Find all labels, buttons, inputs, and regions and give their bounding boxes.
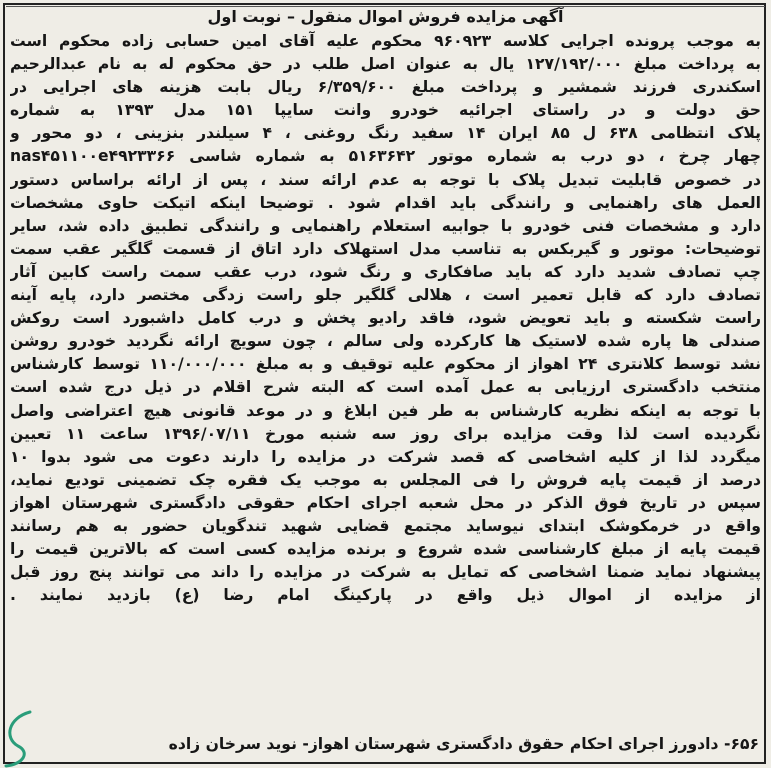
- body-line: اسکندری فرزند شمشیر و پرداخت مبلغ ۶/۳۵۹/۶۰۰ ریال بابت هزینه های اجرایی در: [10, 78, 761, 97]
- pen-mark-icon: [0, 708, 40, 768]
- body-line: حق دولت و در راستای اجرائیه خودرو وانت سایپا ۱۵۱ مدل ۱۳۹۳ به شماره: [10, 101, 761, 120]
- body-line: سپس در تاریخ فوق الذکر در محل شعبه اجرای احکام حقوقی دادگستری شهرستان اهواز: [10, 493, 761, 512]
- notice-signature: ۶۵۶- دادورز اجرای احکام حقوق دادگستری شهرستان اهواز- نوید سرخان زاده: [168, 735, 759, 753]
- notice-body: [10, 30, 761, 730]
- body-line: از مزایده از اموال ذیل واقع در پارکینگ امام رضا (ع) بازدید نمایند .: [10, 586, 761, 605]
- body-line: دارد و مشخصات فنی خودرو با جوابیه استعلام راهنمایی و رانندگی تطبیق داده شد، سایر: [10, 216, 761, 235]
- body-line: به پرداخت مبلغ ۱۲۷/۱۹۲/۰۰۰ یال به عنوان اصل طلب در حق محکوم له به نام عبدالرحیم: [10, 55, 761, 74]
- body-line: در خصوص قابلیت تبدیل پلاک با توجه به عدم ارائه سند ، پس از ارائه براساس دستور: [10, 170, 761, 189]
- body-line: واقع در خرمکوشک ابتدای نیوساید مجتمع قضایی شهید تندگویان حضور به هم رسانند: [10, 516, 761, 535]
- body-line: قیمت پایه از مبلغ کارشناسی شده شروع و برنده مزایده کسی است که بالاترین قیمت را: [10, 540, 761, 559]
- body-line: چهار چرخ ، دو درب به شماره موتور ۵۱۶۳۶۴۲ به شماره شاسی nas۴۵۱۱۰۰e۴۹۲۳۳۶۶: [10, 147, 761, 166]
- body-line: پلاک انتظامی ۶۳۸ ل ۸۵ ایران ۱۴ سفید رنگ روغنی ، ۴ سیلندر بنزینی ، دو محور و: [10, 124, 761, 143]
- body-line: به موجب پرونده اجرایی کلاسه ۹۶۰۹۲۳ محکوم علیه آقای امین حسابی زاده محکوم است: [10, 32, 761, 50]
- notice-title: آگهی مزایده فروش اموال منقول – نوبت اول: [207, 7, 564, 26]
- body-line: منتخب دادگستری ارزیابی به عمل آمده است که البته شرح اقلام در ذیل درج شده است: [10, 378, 761, 397]
- body-line: با توجه به اینکه نظریه کارشناس به طر فین ابلاغ و در موعد قانونی هیچ اعتراضی واصل: [10, 401, 761, 420]
- body-line: نشد توسط کلانتری ۲۴ اهواز از محکوم علیه توقیف و به مبلغ ۱۱۰/۰۰۰/۰۰۰ توسط کارشناس: [10, 355, 761, 374]
- body-line: نگردیده است لذا وقت مزایده برای روز سه شنبه مورخ ۱۳۹۶/۰۷/۱۱ ساعت ۱۱ تعیین: [10, 424, 761, 443]
- body-line: صندلی ها پاره شده لاستیک ها کارکرده ولی سالم ، چون سویچ ارائه نگردید خودرو روشن: [10, 332, 761, 351]
- body-line: العمل های راهنمایی و رانندگی باید اقدام شود . توضیحا اینکه اتیکت حاوی مشخصات: [10, 193, 761, 212]
- body-line: میگردد لذا از کلیه اشخاصی که قصد شرکت در مزایده را دارند دعوت می شود بدوا ۱۰: [10, 447, 761, 466]
- body-line: توضیحات: موتور و گیربکس به تناسب مدل استهلاک دارد اتاق از قسمت گلگیر عقب سمت: [10, 239, 761, 258]
- body-line: تصادف دارد که قابل تعمیر است ، هلالی گلگیر جلو راست زدگی مختصر دارد، پایه آینه: [10, 286, 761, 305]
- body-line: چپ تصادف شدید دارد که باید صافکاری و رنگ شود، درب عقب سمت راست کابین آثار: [10, 262, 761, 281]
- body-line: راست شکسته و باید تعویض شود، فاقد رادیو پخش و درب کامل داشبورد است روکش: [10, 309, 761, 328]
- body-line: درصد از قیمت پایه فروش را فی المجلس به موجب یک فقره چک تضمینی تودیع نماید،: [10, 470, 761, 489]
- body-line: پیشنهاد نماید ضمنا اشخاصی که تمایل به شرکت در مزایده را داند می توانند پنج روز قبل: [10, 563, 761, 582]
